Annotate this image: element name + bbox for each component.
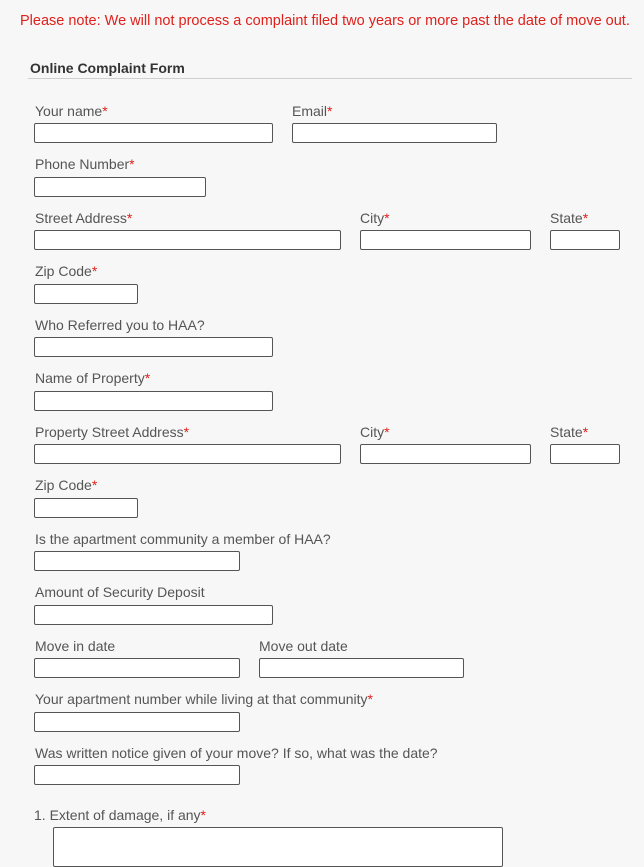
haa-member-input[interactable] xyxy=(34,551,240,571)
state-label: State* xyxy=(550,210,589,226)
haa-member-label: Is the apartment community a member of HAA? xyxy=(35,531,331,547)
written-notice-input[interactable] xyxy=(34,765,240,785)
street-address-label: Street Address* xyxy=(35,210,133,226)
form-title: Online Complaint Form xyxy=(30,60,185,76)
email-input[interactable] xyxy=(292,123,497,143)
zip-code-label: Zip Code* xyxy=(35,263,98,279)
required-marker: * xyxy=(183,424,190,440)
move-out-label: Move out date xyxy=(259,638,348,654)
move-in-label: Move in date xyxy=(35,638,116,654)
required-marker: * xyxy=(102,103,108,119)
required-marker: * xyxy=(91,477,98,493)
required-marker: * xyxy=(582,210,589,226)
apartment-number-label: Your apartment number while living at that community* xyxy=(35,691,373,707)
property-name-label: Name of Property* xyxy=(35,370,151,386)
required-marker: * xyxy=(327,103,333,119)
required-marker: * xyxy=(129,156,135,172)
property-zip-label: Zip Code* xyxy=(35,477,98,493)
required-marker: * xyxy=(582,424,589,440)
move-out-input[interactable] xyxy=(259,658,464,678)
property-name-input[interactable] xyxy=(34,391,273,411)
security-deposit-input[interactable] xyxy=(34,605,273,625)
city-label: City* xyxy=(360,210,390,226)
required-marker: * xyxy=(200,807,206,823)
referred-by-label: Who Referred you to HAA? xyxy=(35,317,205,333)
email-label: Email* xyxy=(292,103,333,119)
your-name-label: Your name* xyxy=(35,103,108,119)
street-address-input[interactable] xyxy=(34,230,341,250)
state-input[interactable] xyxy=(550,230,620,250)
property-street-label: Property Street Address* xyxy=(35,424,190,440)
property-state-label: State* xyxy=(550,424,589,440)
property-city-input[interactable] xyxy=(360,444,531,464)
title-divider xyxy=(28,78,632,79)
written-notice-label: Was written notice given of your move? If so, what was the date? xyxy=(35,745,438,761)
required-marker: * xyxy=(144,370,151,386)
your-name-input[interactable] xyxy=(34,123,273,143)
required-marker: * xyxy=(384,424,390,440)
damage-extent-label: 1. Extent of damage, if any* xyxy=(34,807,206,823)
phone-input[interactable] xyxy=(34,177,206,197)
damage-extent-textarea[interactable] xyxy=(53,827,503,867)
security-deposit-label: Amount of Security Deposit xyxy=(35,584,205,600)
required-marker: * xyxy=(126,210,133,226)
move-in-input[interactable] xyxy=(34,658,240,678)
zip-code-input[interactable] xyxy=(34,284,138,304)
city-input[interactable] xyxy=(360,230,531,250)
move-out-notice: Please note: We will not process a complaint filed two years or more past the date of move out. xyxy=(20,13,630,29)
required-marker: * xyxy=(384,210,390,226)
required-marker: * xyxy=(367,691,373,707)
required-marker: * xyxy=(91,263,98,279)
phone-label: Phone Number* xyxy=(35,156,135,172)
referred-by-input[interactable] xyxy=(34,337,273,357)
property-state-input[interactable] xyxy=(550,444,620,464)
property-zip-input[interactable] xyxy=(34,498,138,518)
property-street-input[interactable] xyxy=(34,444,341,464)
property-city-label: City* xyxy=(360,424,390,440)
apartment-number-input[interactable] xyxy=(34,712,240,732)
